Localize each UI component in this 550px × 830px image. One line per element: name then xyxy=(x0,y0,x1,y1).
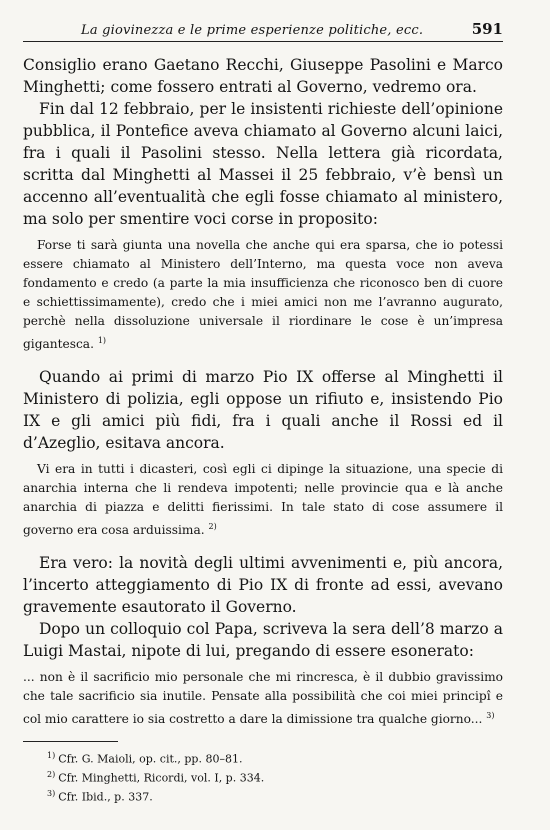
quote-1-text: Forse ti sarà giunta una novella che anche qui era sparsa, che io potessi essere chiamato al Ministero dell’Interno, ma questa voce non aveva fondamento e credo (a parte la mia insufficienza che riconosco ben di cuore e schiettissimamente), credo che i miei amici non me l’avranno augurato, perchè nella dissoluzione universale il riordinare le cose è un’impresa gigantesca. xyxy=(23,238,503,352)
footnote-1-text: Cfr. G. Maioli, op. cit., pp. 80–81. xyxy=(58,752,243,766)
quote-2-text: Vi era in tutti i dicasteri, così egli ci dipinge la situazione, una specie di anarchia interna che li rendeva impotenti; nelle provincie qua e là anche anarchia di piazza e delitti fierissimi. In tale stato di cose assumere il governo era cosa arduissima. xyxy=(23,462,503,538)
footnote-3-text: Cfr. Ibid., p. 337. xyxy=(58,790,153,804)
quote-2-note-ref: 2) xyxy=(208,522,217,532)
footnote-2-num: 2) xyxy=(47,769,56,779)
footnote-3 xyxy=(47,786,503,805)
footnotes xyxy=(23,748,503,804)
footnote-2 xyxy=(47,767,503,786)
quote-1-note-ref: 1) xyxy=(97,336,107,345)
quote-2 xyxy=(23,460,503,540)
page-number: 591 xyxy=(471,20,503,38)
footnote-rule xyxy=(23,741,118,742)
footnote-2-text: Cfr. Minghetti, Ricordi, vol. I, p. 334. xyxy=(58,771,265,785)
quote-3-text: ... non è il sacrificio mio personale che mi rincresca, è il dubbio gravissimo che tale sacrificio sia inutile. Pensate alla possibilità che coi miei principî e col mio carattere io sia costretto a dare la dimissione tra qualche giorno... xyxy=(23,670,503,727)
paragraph-1: Consiglio erano Gaetano Recchi, Giuseppe Pasolini e Marco Minghetti; come fossero entrati al Governo, vedremo ora. xyxy=(23,56,503,96)
header-rule xyxy=(23,41,503,42)
page-header xyxy=(23,20,503,38)
footnote-1 xyxy=(47,748,503,767)
running-title: La giovinezza e le prime esperienze politiche, ecc. xyxy=(81,23,424,38)
quote-1 xyxy=(23,236,503,354)
quote-3 xyxy=(23,668,503,729)
book-page xyxy=(23,20,503,804)
paragraph-3: Quando ai primi di marzo Pio IX offerse al Minghetti il Ministero di polizia, egli oppose un rifiuto e, insistendo Pio IX e gli amici più fidi, fra i quali anche il Rossi ed il d’Azeglio, esitava ancora. xyxy=(23,368,503,453)
paragraph-4: Era vero: la novità degli ultimi avvenimenti e, più ancora, l’incerto atteggiamento di Pio IX di fronte ad essi, avevano gravemente esautorato il Governo. xyxy=(23,554,503,617)
footnote-1-num: 1) xyxy=(47,751,56,761)
paragraph-2: Fin dal 12 febbraio, per le insistenti richieste dell’opinione pubblica, il Pontefice aveva chiamato al Governo alcuni laici, fra i quali il Pasolini stesso. Nella lettera già ricordata, scritta dal Minghetti al Massei il 25 febbraio, v’è bensì un accenno all’eventualità che egli fosse chiamato al ministero, ma solo per smentire voci corse in proposito: xyxy=(23,100,503,228)
quote-3-note-ref: 3) xyxy=(486,711,495,721)
footnote-3-num: 3) xyxy=(47,788,56,798)
paragraph-5: Dopo un colloquio col Papa, scriveva la sera dell’8 marzo a Luigi Mastai, nipote di lui, pregando di essere esonerato: xyxy=(23,620,503,661)
